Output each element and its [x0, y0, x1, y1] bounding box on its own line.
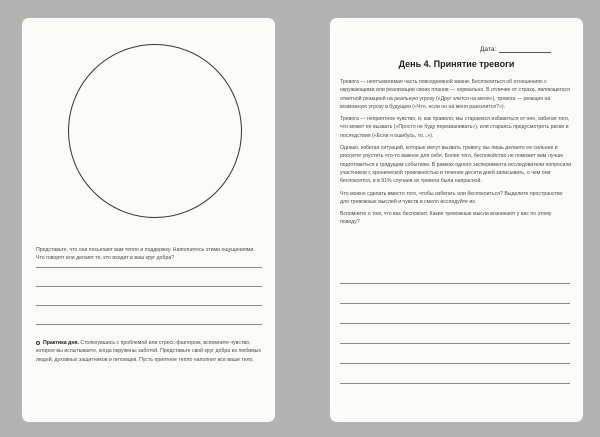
practice-of-day — [36, 339, 264, 364]
date-line[interactable] — [499, 46, 551, 53]
left-page — [22, 18, 275, 422]
left-prompt-text: Представьте, что они посылают вам тепло и поддержку. Наполнитесь этими ощущениями. Что говорят или делают те, кто входит в ваш круг добра? — [36, 247, 255, 262]
writing-line[interactable] — [36, 267, 262, 268]
circle-of-kindness-drawing-area[interactable] — [68, 44, 242, 218]
page-title: День 4. Принятие тревоги — [398, 59, 515, 69]
paragraph-4: Что можно сделать вместо того, чтобы избегать или беспокоиться? Выделите пространство для тревожных мыслей и чувств и смело исследуйте их. — [340, 190, 563, 205]
paragraph-3: Однако, избегая ситуаций, которые могут вызвать тревогу, вы лишь делаете ее сильнее и рискуете упустить что-то важное для себя. Более того, беспокойство не поможет вам лучше подготовиться к грядущим событиям. В рамках одного эксперимента исследователи попросили участников с хронической тревожностью в течение десяти дней записывать, о чем они беспокоятся, и в 91% случаев их тревога была напрасной. — [340, 145, 572, 185]
writing-line[interactable] — [340, 383, 570, 384]
date-field[interactable] — [480, 46, 551, 53]
writing-line[interactable] — [340, 283, 570, 284]
writing-line[interactable] — [36, 324, 262, 325]
right-page — [330, 18, 583, 422]
practice-title: Практика дня. — [43, 340, 79, 346]
right-body-text — [340, 78, 572, 227]
date-label: Дата: — [480, 46, 497, 53]
writing-line[interactable] — [36, 286, 262, 287]
paragraph-5: Вспомните о том, что вас беспокоит. Какие тревожные мысли возникают у вас по этому поводу? — [340, 211, 552, 226]
paragraph-2: Тревога — неприятное чувство, и, как правило, мы стараемся избавиться от нее, избегая того, что может ее вызвать («Просто не буду перезванивать»), или стараясь предусмотреть риски и последствия («Если я ошибусь, то...»). — [340, 116, 570, 139]
practice-text: Столкнувшись с проблемой или стресс-фактором, вспомните чувство, которое вы испытываете, когда окружены заботой. Представьте свой круг добра из любимых людей, духовных защитников и питомцев. Пусть приятное тепло наполнит все ваше тело. — [36, 340, 262, 363]
writing-line[interactable] — [340, 343, 570, 344]
paragraph-1: Тревога — неотъемлемая часть повседневной жизни. Беспокоиться об отношениях с окружающими или реализации своих планов — нормально. В отличие от страха, являющегося ответной реакцией на реальную угрозу («Друг злится на меня»), тревога — реакция на возможную угрозу в будущем («Что, если он на меня разозлится?»). — [340, 79, 570, 110]
writing-line[interactable] — [36, 305, 262, 306]
writing-line[interactable] — [340, 323, 570, 324]
writing-line[interactable] — [340, 363, 570, 364]
circle-bullet-icon — [36, 341, 40, 345]
writing-line[interactable] — [340, 303, 570, 304]
